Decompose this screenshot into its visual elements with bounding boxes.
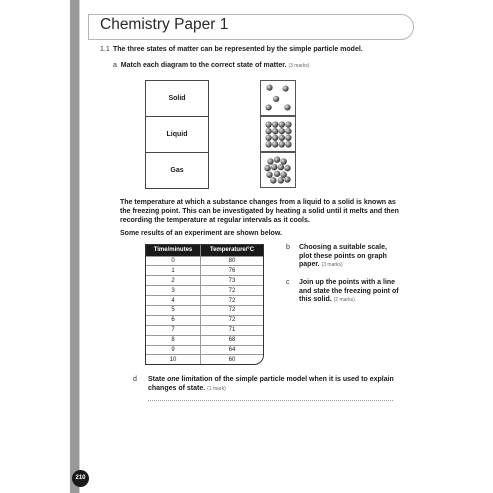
question-number: 1.1: [100, 46, 110, 53]
state-solid: Solid: [146, 81, 209, 117]
temp-cell: 68: [201, 335, 264, 345]
time-cell: 0: [146, 256, 201, 266]
particle-diagram-3: [260, 152, 296, 188]
header-temperature: Temperature/°C: [201, 245, 264, 256]
temp-cell: 64: [201, 345, 264, 355]
state-liquid: Liquid: [146, 117, 209, 153]
temp-cell: 80: [201, 256, 264, 266]
temp-cell: 76: [201, 266, 264, 276]
table-row: [146, 335, 263, 345]
intro-paragraph: [120, 198, 410, 225]
clustered-particles-image: [261, 153, 295, 187]
temp-cell: 73: [201, 276, 264, 286]
results-table-wrapper: [145, 244, 264, 365]
time-cell: 8: [146, 335, 201, 345]
scattered-particles-image: [261, 81, 295, 115]
part-b-marks: (3 marks): [321, 262, 343, 268]
part-c-line-2: and state the freezing point of: [299, 287, 399, 295]
temp-cell: 72: [201, 296, 264, 306]
time-cell: 1: [146, 266, 201, 276]
part-c-letter: c: [286, 279, 290, 286]
answer-line[interactable]: [148, 400, 393, 401]
page-spine-edge: [79, 0, 80, 493]
temp-cell: 72: [201, 315, 264, 325]
part-a-letter: a: [113, 62, 117, 69]
time-cell: 6: [146, 315, 201, 325]
part-c-line-3: this solid.: [299, 296, 332, 303]
table-row: [146, 286, 263, 296]
part-d-line-2: changes of state.: [148, 384, 206, 392]
time-cell: 4: [146, 296, 201, 306]
time-cell: 9: [146, 345, 201, 355]
intro-line-2: the freezing point. This can be investigated by heating a solid until it melts and then: [120, 208, 399, 215]
time-cell: 7: [146, 325, 201, 335]
part-c-marks: (2 marks): [333, 297, 355, 303]
part-a: [113, 62, 310, 69]
table-row: [146, 276, 263, 286]
state-gas: Gas: [146, 153, 209, 189]
table-row: [146, 266, 263, 276]
table-row: [146, 355, 263, 365]
part-d-emphasis: one: [167, 376, 180, 383]
particle-diagram-1: [260, 80, 296, 116]
time-cell: 2: [146, 276, 201, 286]
header-time: Time/minutes: [146, 245, 201, 256]
part-d-letter: d: [133, 376, 137, 383]
part-d-marks: (1 mark): [207, 385, 226, 392]
part-b-letter: b: [286, 244, 290, 251]
table-row: [146, 256, 263, 266]
part-a-marks: (3 marks): [288, 63, 310, 69]
lattice-particles-image: [261, 117, 295, 151]
table-row: [146, 315, 263, 325]
intro-line-3: recording the temperature at regular intervals as it cools.: [120, 217, 310, 224]
table-row: [146, 305, 263, 315]
temp-cell: 72: [201, 305, 264, 315]
part-b-line-1: Choosing a suitable scale,: [299, 244, 387, 251]
part-d-text-a: State: [148, 376, 168, 383]
results-intro: Some results of an experiment are shown below.: [120, 230, 282, 237]
temp-cell: 60: [201, 355, 264, 365]
part-d-text-b: limitation of the simple particle model when it is used to explain: [179, 376, 394, 383]
part-c-line-1: Join up the points with a line: [299, 279, 396, 286]
part-b-line-2: plot these points on graph: [299, 252, 387, 260]
page-title: Chemistry Paper 1: [100, 16, 229, 33]
part-b-text: [299, 244, 387, 270]
intro-line-1: The temperature at which a substance changes from a liquid to a solid is known as: [120, 199, 396, 206]
page-spine: [70, 0, 79, 493]
temp-cell: 72: [201, 286, 264, 296]
part-c-text: [299, 279, 399, 305]
table-row: [146, 345, 263, 355]
table-row: [146, 296, 263, 306]
table-row: [146, 325, 263, 335]
time-cell: 3: [146, 286, 201, 296]
temp-cell: 71: [201, 325, 264, 335]
results-table: [146, 245, 263, 365]
part-d-text: [148, 376, 418, 393]
particle-diagram-2: [260, 116, 296, 152]
part-b-line-3: paper.: [299, 261, 320, 268]
page-number-badge: 210: [72, 470, 89, 487]
states-table: [145, 80, 209, 189]
question-text: The three states of matter can be represented by the simple particle model.: [113, 46, 363, 53]
time-cell: 10: [146, 355, 201, 365]
time-cell: 5: [146, 305, 201, 315]
part-a-text: Match each diagram to the correct state of matter.: [120, 62, 287, 69]
